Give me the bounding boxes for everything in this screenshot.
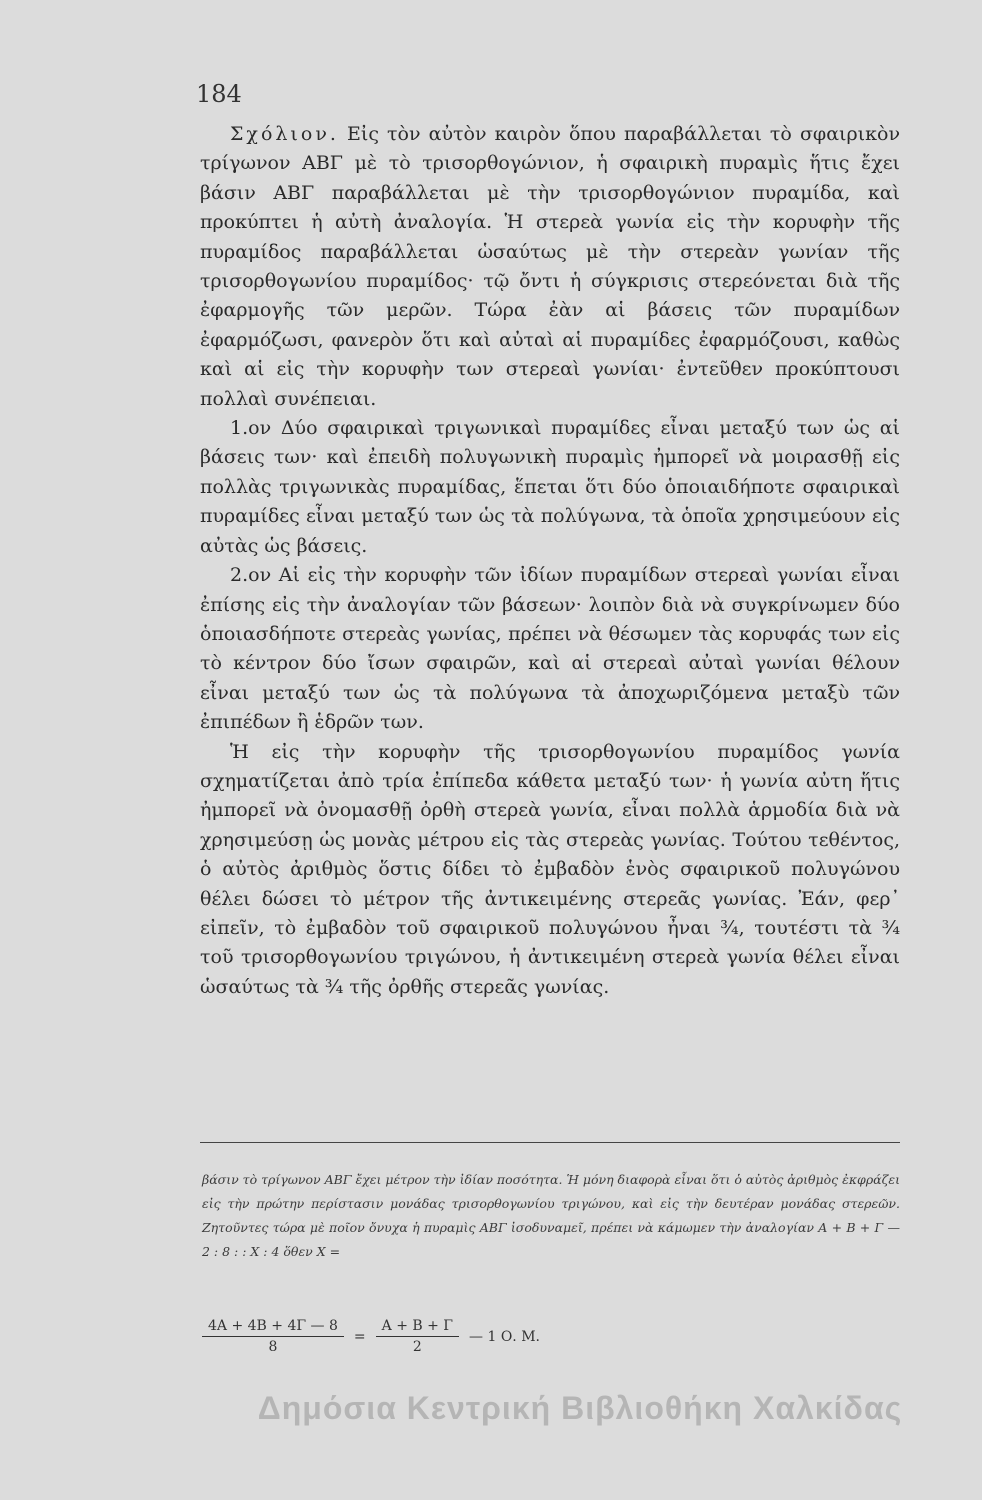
- formula-right-fraction: [376, 1318, 459, 1355]
- library-watermark: Δημόσια Κεντρική Βιβλιοθήκη Χαλκίδας: [257, 1390, 903, 1426]
- footnote-text: βάσιν τὸ τρίγωνον ΑΒΓ ἔχει μέτρον τὴν ἰδίαν ποσότητα. Ἡ μόνη διαφορὰ εἶναι ὅτι ὁ αὐτὸς ἀριθμὸς ἐκφράζει εἰς τὴν πρώτην περίστασιν μονάδας τρισορθογωνίου τριγώνου, καὶ εἰς τὴν δευτέραν μονάδας στερεῶν. Ζητοῦντες τώρα μὲ ποῖον ὄνυχα ἡ πυραμὶς ΑΒΓ ἰσοδυναμεῖ, πρέπει νὰ κάμωμεν τὴν ἀναλογίαν Α + Β + Γ — 2 : 8 : : Χ : 4 ὅθεν Χ =: [202, 1172, 900, 1259]
- formula-right-numerator: Α + Β + Γ: [376, 1318, 459, 1337]
- formula-right-denominator: 2: [412, 1339, 422, 1355]
- footnote: [202, 1168, 900, 1264]
- formula-left-fraction: [202, 1318, 344, 1355]
- formula-equals: =: [353, 1328, 366, 1345]
- scholion-text: Εἰς τὸν αὐτὸν καιρὸν ὅπου παραβάλλεται τὸ σφαιρικὸν τρίγωνον ΑΒΓ μὲ τὸ τρισορθογώνιον, ἡ σφαιρικὴ πυραμὶς ἥτις ἔχει βάσιν ΑΒΓ παραβάλλεται μὲ τὴν τρισορθογώνιον πυραμίδα, καὶ προκύπτει ἡ αὐτὴ ἀναλογία. Ἡ στερεὰ γωνία εἰς τὴν κορυφὴν τῆς πυραμίδος παραβάλλεται ὡσαύτως μὲ τὴν στερεὰν γωνίαν τῆς τρισορθογωνίου πυραμίδος· τῷ ὄντι ἡ σύγκρισις στερεόνεται διὰ τῆς ἐφαρμογῆς τῶν μερῶν. Τώρα ἐὰν αἱ βάσεις τῶν πυραμίδων ἐφαρμόζωσι, φανερὸν ὅτι καὶ αὐταὶ αἱ πυραμίδες ἐφαρμόζουσι, καθὼς καὶ αἱ εἰς τὴν κορυφὴν των στερεαὶ γωνίαι· ἐντεῦθεν προκύπτουσι πολλαὶ συνέπειαι.: [200, 123, 900, 410]
- consequence-1: 1.ον Δύο σφαιρικαὶ τριγωνικαὶ πυραμίδες εἶναι μεταξύ των ὡς αἱ βάσεις των· καὶ ἐπειδὴ πολυγωνικὴ πυραμὶς ἠμπορεῖ νὰ μοιρασθῇ εἰς πολλὰς τριγωνικὰς πυραμίδας, ἕπεται ὅτι δύο ὁποιαιδήποτε σφαιρικαὶ πυραμίδες εἶναι μεταξύ των ὡς τὰ πολύγωνα, τὰ ὁποῖα χρησιμεύουν εἰς αὐτὰς ὡς βάσεις.: [200, 417, 900, 557]
- scholion-paragraph: [200, 120, 900, 414]
- formula-tail: — 1 Ο. Μ.: [469, 1328, 540, 1345]
- page-number: 184: [196, 80, 242, 108]
- footnote-divider: [200, 1142, 900, 1143]
- formula-left-numerator: 4Α + 4Β + 4Γ — 8: [202, 1318, 344, 1337]
- formula-left-denominator: 8: [268, 1339, 278, 1355]
- main-text: [200, 120, 900, 1002]
- scholion-heading: Σχόλιον.: [230, 123, 339, 145]
- footnote-formula: [202, 1318, 540, 1355]
- consequence-2: 2.ον Αἱ εἰς τὴν κορυφὴν τῶν ἰδίων πυραμίδων στερεαὶ γωνίαι εἶναι ἐπίσης εἰς τὴν ἀναλογίαν τῶν βάσεων· λοιπὸν διὰ νὰ συγκρίνωμεν δύο ὁποιασδήποτε στερεὰς γωνίας, πρέπει νὰ θέσωμεν τὰς κορυφάς των εἰς τὸ κέντρον δύο ἴσων σφαιρῶν, καὶ αἱ στερεαὶ αὐταὶ γωνίαι θέλουν εἶναι μεταξύ των ὡς τὰ πολύγωνα τὰ ἀποχωριζόμενα μεταξὺ τῶν ἐπιπέδων ἢ ἑδρῶν των.: [200, 564, 900, 734]
- right-solid-angle-paragraph: Ἡ εἰς τὴν κορυφὴν τῆς τρισορθογωνίου πυραμίδος γωνία σχηματίζεται ἀπὸ τρία ἐπίπεδα κάθετα μεταξύ των· ἡ γωνία αὐτη ἥτις ἠμπορεῖ νὰ ὀνομασθῇ ὀρθὴ στερεὰ γωνία, εἶναι πολλὰ ἁρμοδία διὰ νὰ χρησιμεύσῃ ὡς μονὰς μέτρου εἰς τὰς στερεὰς γωνίας. Τούτου τεθέντος, ὁ αὐτὸς ἀριθμὸς ὅστις δίδει τὸ ἐμβαδὸν ἑνὸς σφαιρικοῦ πολυγώνου θέλει δώσει τὸ μέτρον τῆς ἀντικειμένης στερεᾶς γωνίας. Ἐάν, φερ᾽ εἰπεῖν, τὸ ἐμβαδὸν τοῦ σφαιρικοῦ πολυγώνου ἦναι ¾, τουτέστι τὰ ¾ τοῦ τρισορθογωνίου τριγώνου, ἡ ἀντικειμένη στερεὰ γωνία θέλει εἶναι ὡσαύτως τὰ ¾ τῆς ὀρθῆς στερεᾶς γωνίας.: [200, 740, 900, 998]
